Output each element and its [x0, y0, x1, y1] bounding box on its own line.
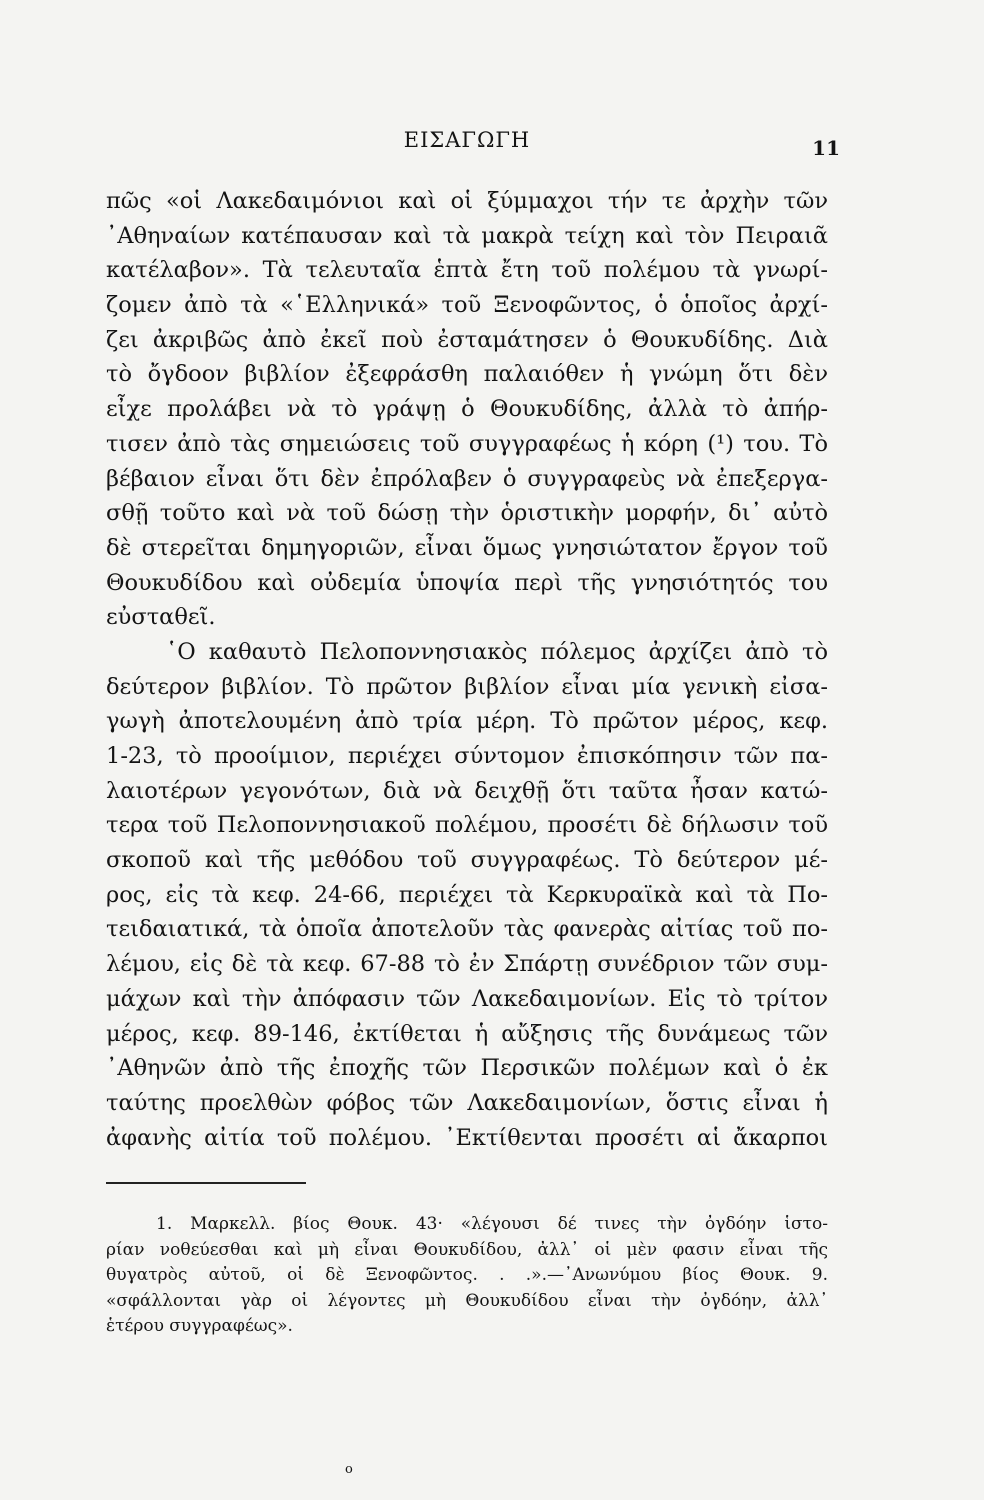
- footnote-line: θυγατρὸς αὐτοῦ, οἱ δὲ Ξενοφῶντος. . .».—᾿Ανωνύμου βίος Θουκ. 9.: [106, 1265, 828, 1286]
- footnote-line: «σφάλλονται γὰρ οἱ λέγοντες μὴ Θουκυδίδου εἶναι τὴν ὀγδόην, ἀλλ᾿: [106, 1290, 828, 1311]
- text-line: ἀφανὴς αἰτία τοῦ πολέμου. ᾿Εκτίθενται προσέτι αἱ ἄκαρποι: [106, 1124, 828, 1151]
- text-line: μέρος, κεφ. 89-146, ἐκτίθεται ἡ αὔξησις τῆς δυνάμεως τῶν: [106, 1020, 828, 1047]
- text-line: λέμου, εἰς δὲ τὰ κεφ. 67-88 τὸ ἐν Σπάρτῃ συνέδριον τῶν συμ-: [106, 951, 828, 978]
- text-line: κατέλαβον». Τὰ τελευταῖα ἑπτὰ ἔτη τοῦ πολέμου τὰ γνωρί-: [106, 257, 828, 284]
- paragraph-start-line: ῾Ο καθαυτὸ Πελοποννησιακὸς πόλεμος ἀρχίζει ἀπὸ τὸ: [166, 638, 828, 665]
- running-title: ΕΙΣΑΓΩΓΗ: [403, 128, 531, 152]
- footnote-line: ρίαν νοθεύεσθαι καὶ μὴ εἶναι Θουκυδίδου, ἀλλ᾿ οἱ μὲν φασιν εἶναι τῆς: [106, 1239, 828, 1260]
- page-number: 11: [812, 136, 840, 160]
- text-line: γωγὴ ἀποτελουμένη ἀπὸ τρία μέρη. Τὸ πρῶτον μέρος, κεφ.: [106, 708, 828, 735]
- text-line: εὐσταθεῖ.: [106, 604, 216, 631]
- text-line: πῶς «οἱ Λακεδαιμόνιοι καὶ οἱ ξύμμαχοι τήν τε ἀρχὴν τῶν: [106, 188, 828, 214]
- text-line: εἶχε προλάβει νὰ τὸ γράψῃ ὁ Θουκυδίδης, ἀλλὰ τὸ ἀπήρ-: [106, 396, 828, 423]
- text-line: τὸ ὄγδοον βιβλίον ἐξεφράσθη παλαιόθεν ἡ γνώμη ὅτι δὲν: [106, 361, 828, 388]
- bottom-mark: ο: [345, 1462, 353, 1477]
- footnote-line: 1. Μαρκελλ. βίος Θουκ. 43· «λέγουσι δέ τινες τὴν ὀγδόην ἱστο-: [156, 1214, 828, 1234]
- footnotes: [106, 1212, 828, 1340]
- text-line: ζει ἀκριβῶς ἀπὸ ἐκεῖ ποὺ ἐσταμάτησεν ὁ Θουκυδίδης. Διὰ: [106, 326, 828, 353]
- body-text: [106, 184, 828, 1155]
- text-line: μάχων καὶ τὴν ἀπόφασιν τῶν Λακεδαιμονίων. Εἰς τὸ τρίτον: [106, 985, 828, 1012]
- text-line: δὲ στερεῖται δημηγοριῶν, εἶναι ὅμως γνησιώτατον ἔργον τοῦ: [106, 534, 828, 561]
- text-line: ζομεν ἀπὸ τὰ «῾Ελληνικά» τοῦ Ξενοφῶντος, ὁ ὁποῖος ἀρχί-: [106, 292, 828, 319]
- text-line: σθῇ τοῦτο καὶ νὰ τοῦ δώσῃ τὴν ὁριστικὴν μορφήν, δι᾿ αὐτὸ: [106, 500, 828, 527]
- text-line: τειδαιατικά, τὰ ὁποῖα ἀποτελοῦν τὰς φανερὰς αἰτίας τοῦ πο-: [106, 916, 828, 943]
- text-line: τερα τοῦ Πελοποννησιακοῦ πολέμου, προσέτι δὲ δήλωσιν τοῦ: [106, 812, 828, 839]
- text-line: σκοποῦ καὶ τῆς μεθόδου τοῦ συγγραφέως. Τὸ δεύτερον μέ-: [106, 847, 828, 874]
- text-line: ρος, εἰς τὰ κεφ. 24-66, περιέχει τὰ Κερκυραϊκὰ καὶ τὰ Πο-: [106, 881, 828, 908]
- text-line: δεύτερον βιβλίον. Τὸ πρῶτον βιβλίον εἶναι μία γενικὴ εἰσα-: [106, 673, 828, 700]
- text-line: λαιοτέρων γεγονότων, διὰ νὰ δειχθῇ ὅτι ταῦτα ἦσαν κατώ-: [106, 777, 828, 804]
- footnote-separator: [106, 1182, 306, 1184]
- text-line: βέβαιον εἶναι ὅτι δὲν ἐπρόλαβεν ὁ συγγραφεὺς νὰ ἐπεξεργα-: [106, 465, 828, 492]
- text-line: ᾿Αθηνῶν ἀπὸ τῆς ἐποχῆς τῶν Περσικῶν πολέμων καὶ ὁ ἐκ: [106, 1055, 828, 1082]
- text-line: 1-23, τὸ προοίμιον, περιέχει σύντομον ἐπισκόπησιν τῶν πα-: [106, 743, 828, 769]
- text-line: τισεν ἀπὸ τὰς σημειώσεις τοῦ συγγραφέως ἡ κόρη (¹) του. Τὸ: [106, 430, 828, 457]
- text-line: Θουκυδίδου καὶ οὐδεμία ὑποψία περὶ τῆς γνησιότητός του: [106, 569, 828, 596]
- running-head: [106, 128, 840, 162]
- footnote-line: ἑτέρου συγγραφέως».: [106, 1316, 293, 1337]
- text-line: ταύτης προελθὼν φόβος τῶν Λακεδαιμονίων, ὅστις εἶναι ἡ: [106, 1089, 828, 1116]
- text-line: ᾿Αθηναίων κατέπαυσαν καὶ τὰ μακρὰ τείχη καὶ τὸν Πειραιᾶ: [106, 222, 828, 249]
